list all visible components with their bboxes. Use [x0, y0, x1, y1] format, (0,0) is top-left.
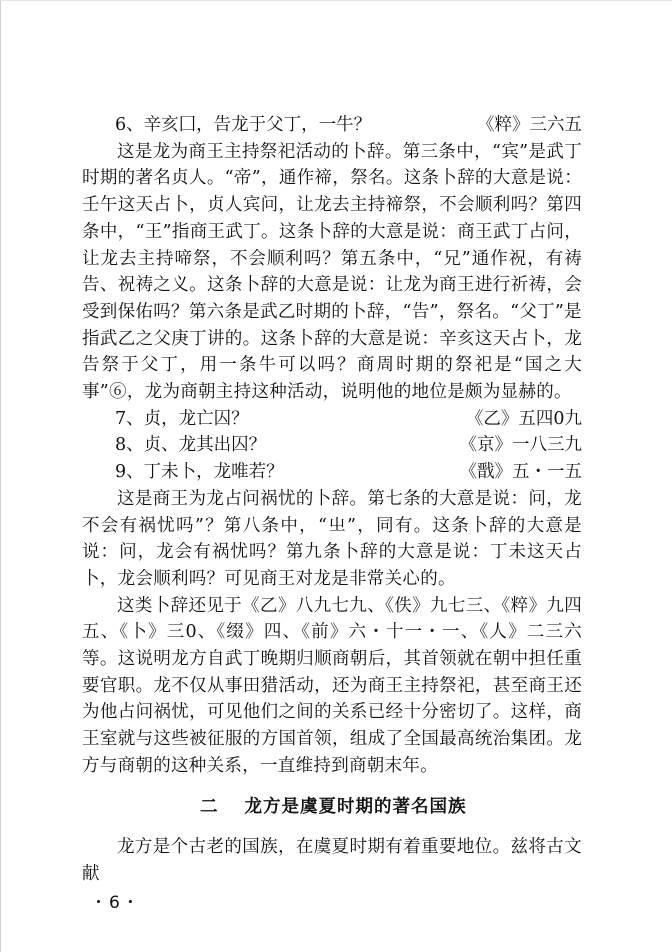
oracle-entry-text: 8、贞、龙其出囚？: [115, 435, 267, 456]
oracle-entry-9: [82, 459, 582, 486]
book-page: [82, 112, 582, 916]
section-title: 龙方是虞夏时期的著名国族: [244, 796, 467, 817]
body-paragraph: 这类卜辞还见于《乙》八九七九、《佚》九七三、《粹》九四五、《卜》三0、《缀》四、《前》六・十一・一、《人》二三六等。这说明龙方自武丁晚期归顺商朝后，其首领就在朝中担任重要官职。龙不仅从事田猎活动，还为商王主持祭祀，甚至商王还为他占问祸忧，可见他们之间的关系已经十分密切了。这样，商王室就与这些被征服的方国首领，组成了全国最高统治集团。龙方与商朝的这种关系，一直维持到商朝末年。: [82, 595, 582, 776]
oracle-entry-source: 《京》一八三九: [459, 435, 582, 456]
oracle-entry-source: 《乙》五四0九: [465, 408, 582, 429]
oracle-entry-source: 《戬》五・一五: [459, 462, 582, 483]
oracle-entry-text: 7、贞，龙亡囚？: [115, 408, 249, 429]
section-heading: [82, 794, 582, 821]
section-number: 二: [200, 796, 219, 817]
oracle-entry-7: [82, 406, 582, 433]
body-paragraph: 龙方是个古老的国族，在虞夏时期有着重要地位。兹将古文献: [82, 837, 582, 884]
page-number: ・6・: [90, 892, 141, 913]
oracle-entry-source: 《粹》三六五: [477, 115, 582, 135]
oracle-entry-text: 9、丁未卜，龙唯若？: [115, 462, 284, 483]
oracle-entry-text: 6、辛亥囗，告龙于父丁，一牛？: [115, 115, 372, 135]
oracle-entry-6: [82, 112, 582, 139]
oracle-entry-8: [82, 432, 582, 459]
body-paragraph: 这是商王为龙占问祸忧的卜辞。第七条的大意是说：问，龙不会有祸忧吗”？第八条中，“㞢”，同有。这条卜辞的大意是说：问，龙会有祸忧吗？第九条卜辞的大意是说：丁未这天占卜，龙会顺利吗？可见商王对龙是非常关心的。: [82, 488, 582, 589]
scan-edge: [0, 0, 1, 952]
body-paragraph: 这是龙为商王主持祭祀活动的卜辞。第三条中，“宾”是武丁时期的著名贞人。“帝”，通作禘，祭名。这条卜辞的大意是说：壬午这天占卜，贞人宾问，让龙去主持禘祭，不会顺利吗？第四条中，“王”指商王武丁。这条卜辞的大意是说：商王武丁占问，让龙去主持啼祭，不会顺利吗？第五条中，“兄”通作祝，有祷告、祝祷之义。这条卜辞的大意是说：让龙为商王进行祈祷，会受到保佑吗？第六条是武乙时期的卜辞，“告”，祭名。“父丁”是指武乙之父庚丁讲的。这条卜辞的大意是说：辛亥这天占卜，龙告祭于父丁，用一条牛可以吗？商周时期的祭祀是“国之大事”⑥，龙为商朝主持这种活动，说明他的地位是颇为显赫的。: [82, 141, 582, 403]
scan-edge-top: [0, 0, 672, 1]
